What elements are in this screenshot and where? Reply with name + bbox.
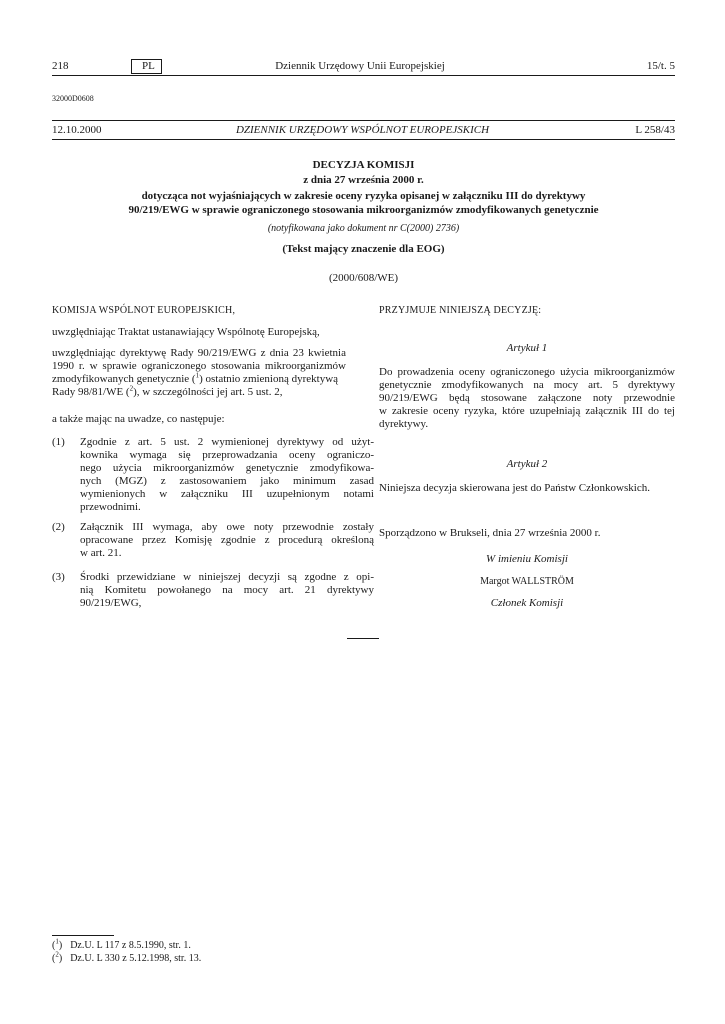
notification-note: (notyfikowana jako dokument nr C(2000) 2736): [267, 223, 460, 234]
article-1-text: Do prowadzenia oceny ograniczonego użycia mikroorganizmów genetycznie zmodyfikowanych na mocy art. 5 dyrektywy 90/219/EWG będą stosowane załączone noty przewodnie w zakresie oceny ryzyka, które uzupełniają załącznik III do tej dyrektywy.: [379, 366, 675, 430]
recital-item: [52, 571, 374, 611]
article-2-text: Niniejsza decyzja skierowana jest do Państw Członkowskich.: [379, 482, 650, 494]
recital-number: (1): [52, 436, 65, 448]
end-of-document-rule: [347, 638, 379, 639]
recital-directive-line: uwzględniając dyrektywę Rady 90/219/EWG z dnia 23 kwietnia: [52, 347, 346, 359]
on-behalf-of: W imieniu Komisji: [486, 553, 568, 565]
recital-number: (2): [52, 521, 65, 533]
journal-name: Dziennik Urzędowy Unii Europejskiej: [275, 60, 445, 72]
recital-directive-line: Rady 98/81/WE ($^2$), w szczególności jej art. 5 ust. 2,: [52, 384, 283, 398]
signatory-role: Członek Komisji: [490, 597, 564, 609]
recital-text: Środki przewidziane w niniejszej decyzji są zgodne z opi- nią Komitetu powołanego na mocy art. 21 dyrektywy 90/219/EWG,: [80, 571, 374, 609]
recital-text: Zgodnie z art. 5 ust. 2 wymienionej dyrektywy od użyt- kownika wymaga się przeprowadzania oceny ograniczo- nego użycia mikroorganizmów genetycznie zmodyfikowa- nych (MGZ) z zastosowaniem jako minimum zasad wymienionych w załączniku III uzupełnionym notami przewodnimi.: [80, 436, 374, 513]
recital-item: [52, 521, 374, 561]
decision-number: (2000/608/WE): [328, 272, 399, 284]
document-type: DECYZJA KOMISJI: [312, 159, 415, 171]
footnote-text: Dz.U. L 117 z 8.5.1990, str. 1.: [70, 940, 191, 951]
commission-preamble: KOMISJA WSPÓLNOT EUROPEJSKICH,: [52, 305, 236, 316]
celex-number: 32000D0608: [52, 94, 94, 103]
whereas-clause: a także mając na uwadze, co następuje:: [52, 413, 225, 425]
adoption-clause: PRZYJMUJE NINIEJSZĄ DECYZJĘ:: [379, 305, 542, 316]
footnote-text: Dz.U. L 330 z 5.12.1998, str. 13.: [70, 953, 202, 964]
footnote: ($^2$) Dz.U. L 330 z 5.12.1998, str. 13.: [52, 950, 202, 964]
recital-directive-line: 1990 r. w sprawie ograniczonego stosowania mikroorganizmów: [52, 360, 346, 372]
footnote-mark: 2: [55, 950, 59, 959]
original-header-bottom-rule: [52, 139, 675, 140]
original-date: 12.10.2000: [52, 124, 102, 136]
article-1-heading: Artykuł 1: [506, 342, 548, 354]
recital-text: Załącznik III wymaga, aby owe noty przewodnie zostały opracowane przez Komisję zgodnie z procedurą określoną w art. 21.: [80, 521, 374, 559]
article-2-heading: Artykuł 2: [506, 458, 548, 470]
language-box: PL: [131, 59, 162, 74]
footnote-ref: 1: [195, 371, 200, 380]
recital-treaty: uwzględniając Traktat ustanawiający Wspólnotę Europejską,: [52, 326, 320, 338]
footnotes: [52, 937, 352, 966]
original-header-top-rule: [52, 120, 675, 121]
eea-relevance: (Tekst mający znaczenie dla EOG): [282, 243, 445, 255]
chapter-reference: 15/t. 5: [646, 60, 675, 72]
footnote-separator: [52, 935, 114, 936]
document-title-line-2: 90/219/EWG w sprawie ograniczonego stosowania mikroorganizmów zmodyfikowanych genetycznie: [128, 204, 599, 216]
recital-number: (3): [52, 571, 65, 583]
footnote-mark: 1: [55, 937, 59, 946]
document-date: z dnia 27 września 2000 r.: [303, 174, 424, 186]
recital-directive-line: zmodyfikowanych genetycznie ($^1$) ostatnio zmienioną dyrektywą: [52, 371, 339, 385]
footnote-ref: 2: [129, 384, 134, 393]
header-rule: [52, 75, 675, 76]
recital-directive: [52, 347, 346, 399]
footnote: ($^1$) Dz.U. L 117 z 8.5.1990, str. 1.: [52, 937, 191, 951]
original-reference: L 258/43: [635, 124, 675, 136]
page-number: 218: [52, 60, 69, 72]
done-at: Sporządzono w Brukseli, dnia 27 września 2000 r.: [379, 527, 601, 539]
original-journal-name: DZIENNIK URZĘDOWY WSPÓLNOT EUROPEJSKICH: [235, 124, 490, 136]
recital-item: [52, 436, 374, 514]
signatory-name: Margot WALLSTRÖM: [480, 576, 574, 587]
document-title-line-1: dotycząca not wyjaśniających w zakresie oceny ryzyka opisanej w załączniku III do dyrektywy: [141, 190, 586, 202]
